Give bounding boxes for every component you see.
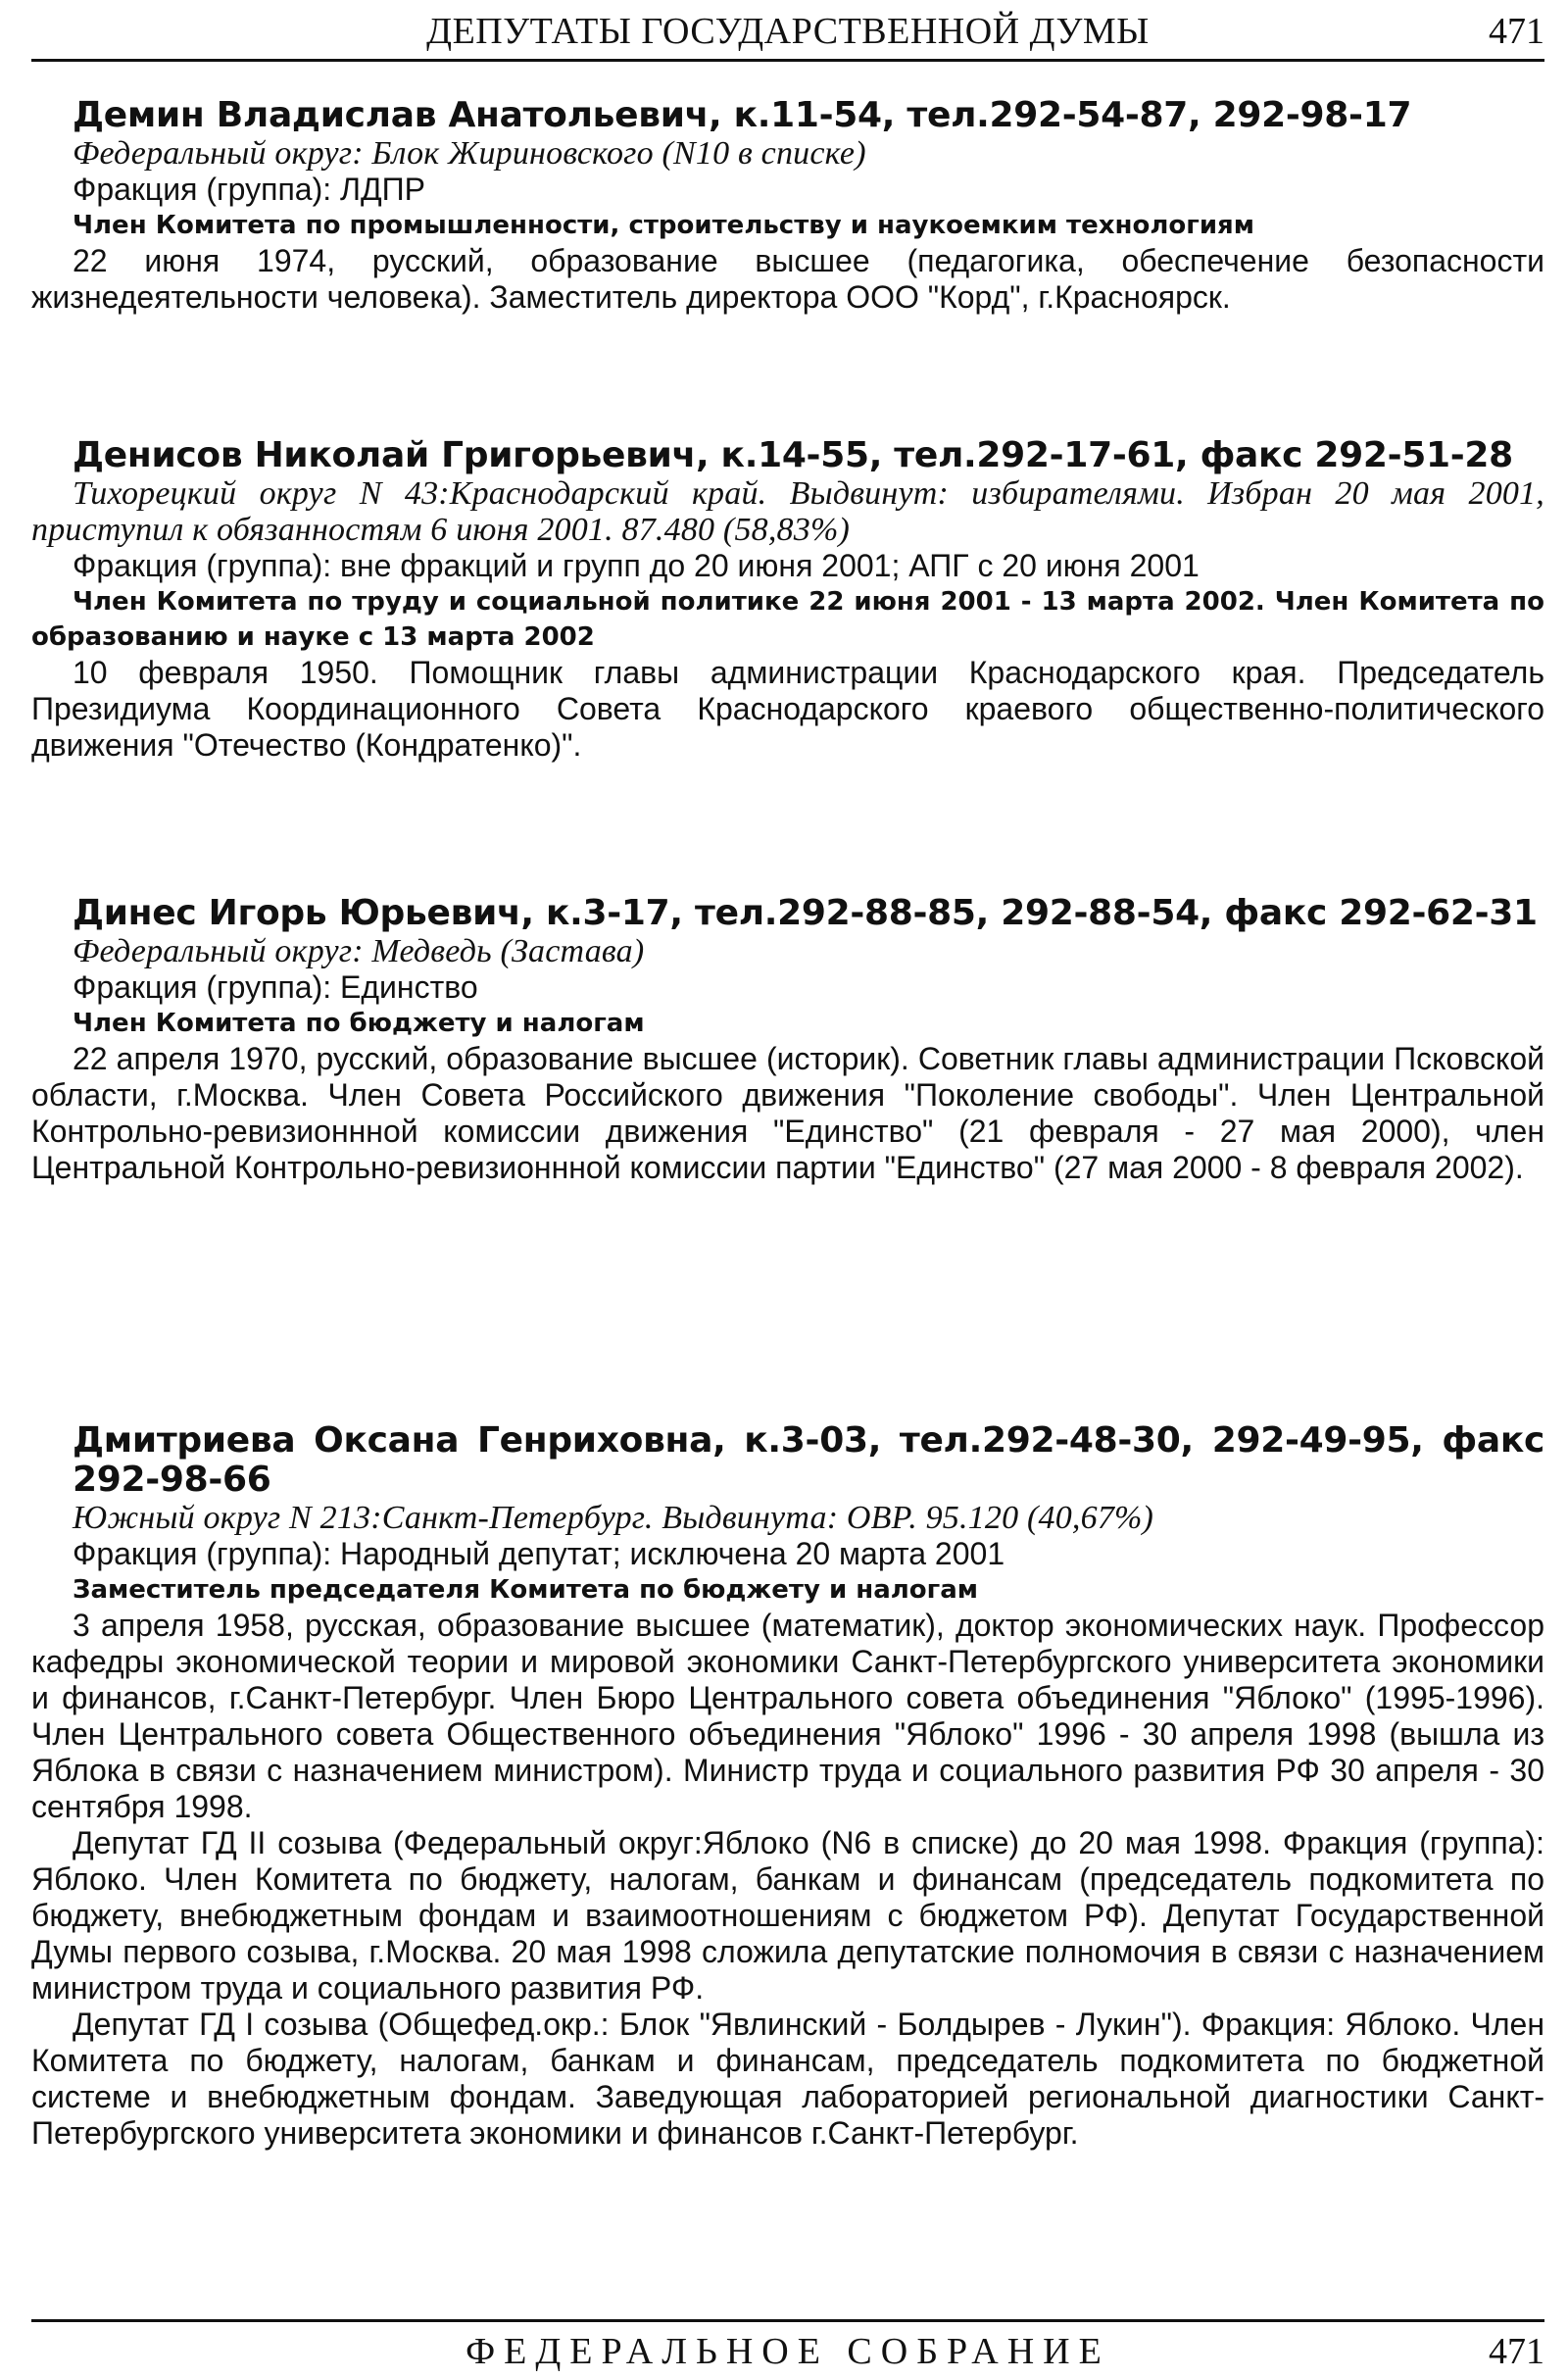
running-head-title: ДЕПУТАТЫ ГОСУДАРСТВЕННОЙ ДУМЫ (426, 11, 1150, 52)
deputy-entry (31, 894, 1544, 1186)
running-head-page-number: 471 (1489, 11, 1544, 52)
deputy-bio: Депутат ГД II созыва (Федеральный округ:Яблоко (N6 в списке) до 20 мая 1998. Фракция (группа): Яблоко. Член Комитета по бюджету, налогам, банкам и финансам (председатель подкомитета по бюджету, внебюджетным фондам и взаимоотношениям с бюджетом РФ). Депутат Государственной Думы первого созыва, г.Москва. 20 мая 1998 сложила депутатские полномочия в связи с назначением министром труда и социального развития РФ. (31, 1825, 1544, 2006)
page-footer (31, 2327, 1544, 2376)
deputy-name: Демин Владислав Анатольевич, к.11-54, тел.292-54-87, 292-98-17 (73, 95, 1412, 135)
deputy-name: Дмитриева Оксана Генриховна, к.3-03, тел.292-48-30, 292-49-95, факс 292-98-66 (73, 1420, 1544, 1500)
footer-page-number: 471 (1489, 2331, 1544, 2372)
deputy-district: Южный округ N 213:Санкт-Петербург. Выдвинута: ОВР. 95.120 (40,67%) (73, 1500, 1154, 1536)
deputy-name: Динес Игорь Юрьевич, к.3-17, тел.292-88-85, 292-88-54, факс 292-62-31 (73, 893, 1538, 933)
deputy-bio: 10 февраля 1950. Помощник главы администрации Краснодарского края. Председатель Президиума Координационного Совета Краснодарского краевого общественно-политического движения "Отечество (Кондратенко)". (31, 655, 1544, 763)
deputy-name: Денисов Николай Григорьевич, к.14-55, тел.292-17-61, факс 292-51-28 (73, 435, 1513, 475)
running-head (31, 6, 1544, 57)
deputy-committee: Член Комитета по промышленности, строительству и наукоемким технологиям (73, 211, 1254, 240)
deputy-committee: Заместитель председателя Комитета по бюджету и налогам (73, 1575, 979, 1605)
deputy-entry (31, 1421, 1544, 2152)
deputy-entry (31, 96, 1544, 316)
deputy-district: Федеральный округ: Блок Жириновского (N10 в списке) (73, 135, 866, 172)
deputy-district: Тихорецкий округ N 43:Краснодарский край. Выдвинут: избирателями. Избран 20 мая 2001, приступил к обязанностям 6 июня 2001. 87.480 (58,83%) (31, 475, 1544, 548)
deputy-district: Федеральный округ: Медведь (Застава) (73, 933, 645, 969)
deputy-faction: Фракция (группа): Народный депутат; исключена 20 марта 2001 (73, 1536, 1005, 1571)
deputy-bio: 3 апреля 1958, русская, образование высшее (математик), доктор экономических наук. Профессор кафедры экономической теории и мировой экономики Санкт-Петербургского университета экономики и финансов, г.Санкт-Петербург. Член Бюро Центрального совета объединения "Яблоко" (1995-1996). Член Центрального совета Общественного объединения "Яблоко" 1996 - 30 апреля 1998 (вышла из Яблока в связи с назначением министром). Министр труда и социального развития РФ 30 апреля - 30 сентября 1998. (31, 1608, 1544, 1824)
deputy-faction: Фракция (группа): ЛДПР (73, 172, 426, 207)
deputy-bio: 22 апреля 1970, русский, образование высшее (историк). Советник главы администрации Псковской области, г.Москва. Член Совета Российского движения "Поколение свободы". Член Центральной Контрольно-ревизионнной комиссии движения "Единство" (21 февраля - 27 мая 2000), член Центральной Контрольно-ревизионнной комиссии партии "Единство" (27 мая 2000 - 8 февраля 2002). (31, 1041, 1544, 1185)
deputy-faction: Фракция (группа): вне фракций и групп до 20 июня 2001; АПГ с 20 июня 2001 (73, 548, 1200, 583)
deputy-committee: Член Комитета по бюджету и налогам (73, 1009, 645, 1038)
deputy-faction: Фракция (группа): Единство (73, 969, 478, 1005)
footer-rule (31, 2319, 1544, 2322)
deputy-bio: 22 июня 1974, русский, образование высшее (педагогика, обеспечение безопасности жизнедеятельности человека). Заместитель директора ООО "Корд", г.Красноярск. (31, 243, 1544, 315)
header-rule (31, 59, 1544, 62)
deputy-entry (31, 436, 1544, 764)
document-page (31, 0, 1544, 2379)
deputy-bio: Депутат ГД I созыва (Общефед.окр.: Блок "Явлинский - Болдырев - Лукин"). Фракция: Яблоко. Член Комитета по бюджету, налогам, банкам и финансам, председатель подкомитета по бюджетной системе и внебюджетным фондам. Заведующая лабораторией региональной диагностики Санкт-Петербургского университета экономики и финансов г.Санкт-Петербург. (31, 2007, 1544, 2151)
deputy-committee: Член Комитета по труду и социальной политике 22 июня 2001 - 13 марта 2002. Член Комитета по образованию и науке с 13 марта 2002 (31, 587, 1544, 652)
footer-title: ФЕДЕРАЛЬНОЕ СОБРАНИЕ (466, 2331, 1110, 2372)
